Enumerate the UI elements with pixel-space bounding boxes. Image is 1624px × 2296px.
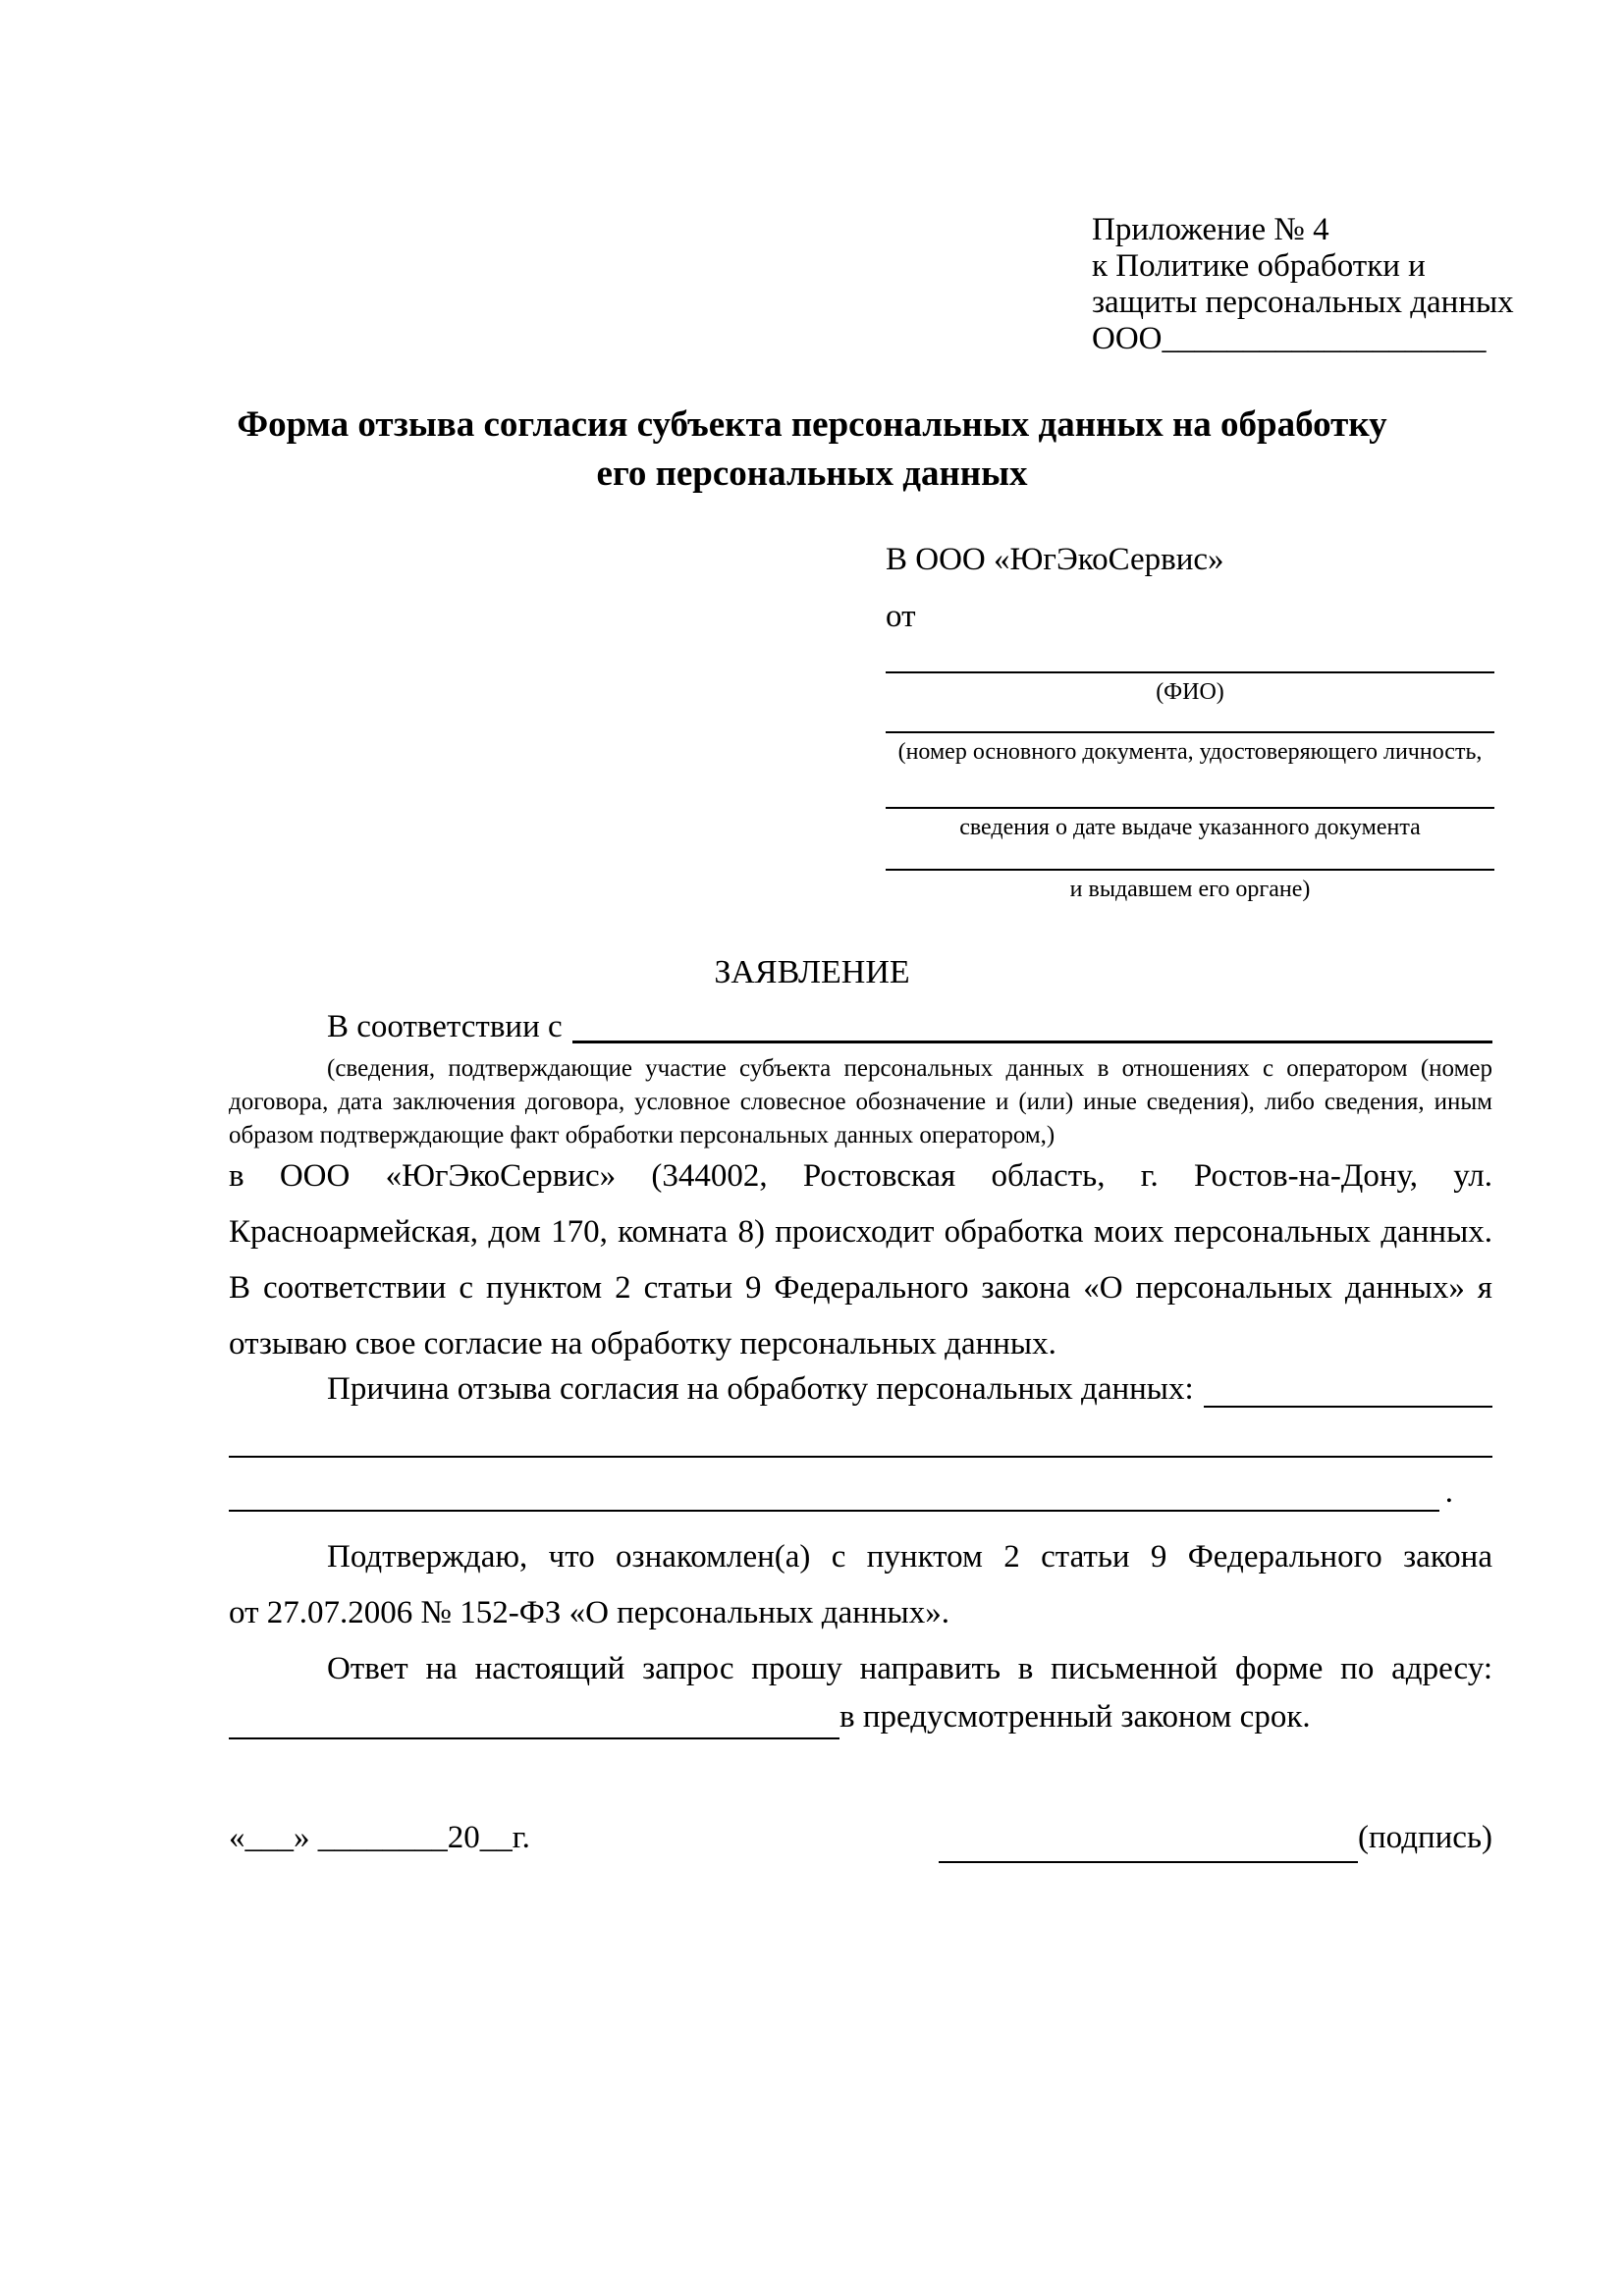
body-line: в ООО «ЮгЭкоСервис» (344002, Ростовская область, г. Ростов-на-Дону, ул. xyxy=(229,1158,1492,1194)
address-blank-line xyxy=(229,1688,839,1739)
document-title-line-2: его персональных данных xyxy=(596,454,1028,494)
signature-caption: (подпись) xyxy=(1358,1820,1492,1855)
fio-blank-line xyxy=(886,671,1494,673)
addressee-block xyxy=(886,542,1494,915)
confirmation-line-1: Подтверждаю, что ознакомлен(а) с пунктом 2 статьи 9 Федерального закона xyxy=(327,1539,1492,1575)
body-paragraph xyxy=(229,1148,1492,1372)
response-address-row xyxy=(229,1690,1492,1739)
reason-blank-line-3 xyxy=(229,1470,1439,1512)
from-label: от xyxy=(886,599,916,634)
accordance-note: (сведения, подтверждающие участие субъекта персональных данных в отношениях с оператором (номер договора, дата заключения договора, условное словесное обозначение и (или) иные сведения), либо сведения, иным образом подтверждающие факт обработки персональных данных оператором,) xyxy=(229,1055,1492,1148)
recipient-org-name: В ООО «ЮгЭкоСервис» xyxy=(886,542,1224,577)
annex-note-line: к Политике обработки и xyxy=(1092,248,1426,284)
annex-note-ooo-blank: ООО____________________ xyxy=(1092,321,1487,356)
fio-caption: (ФИО) xyxy=(1156,679,1224,705)
document-title xyxy=(154,400,1470,499)
statement-heading: ЗАЯВЛЕНИЕ xyxy=(714,954,910,990)
response-tail-text: в предусмотренный законом срок. xyxy=(839,1699,1311,1735)
reason-trailing-period: . xyxy=(1444,1474,1453,1510)
reason-blank-line-2 xyxy=(229,1418,1492,1458)
accordance-row xyxy=(229,1007,1492,1046)
response-request-line: Ответ на настоящий запрос прошу направить в письменной форме по адресу: xyxy=(327,1651,1492,1686)
annex-note-line: Приложение № 4 xyxy=(1092,212,1329,247)
accordance-lead: В соответствии с xyxy=(327,1009,563,1044)
signature-blank-line xyxy=(939,1810,1358,1863)
reason-blank-line-1 xyxy=(1204,1366,1492,1408)
confirmation-line-2: от 27.07.2006 № 152-ФЗ «О персональных данных». xyxy=(229,1595,949,1630)
document-number-blank-line xyxy=(886,731,1494,733)
issue-date-caption: сведения о дате выдаче указанного документа xyxy=(959,815,1421,840)
issuing-authority-caption: и выдавшем его органе) xyxy=(1069,877,1311,902)
body-line: отзываю свое согласие на обработку персональных данных. xyxy=(229,1326,1056,1362)
confirmation-paragraph xyxy=(229,1529,1492,1641)
date-blank: «___» ________20__г. xyxy=(229,1820,530,1855)
issue-date-blank-line xyxy=(886,807,1494,809)
date-signature-row xyxy=(229,1812,1492,1863)
signature-group xyxy=(939,1812,1492,1863)
annex-note-line: защиты персональных данных xyxy=(1092,285,1514,320)
reason-lead: Причина отзыва согласия на обработку персональных данных: xyxy=(327,1371,1194,1407)
document-title-line-1: Форма отзыва согласия субъекта персональных данных на обработку xyxy=(237,404,1387,445)
body-line: В соответствии с пунктом 2 статьи 9 Федерального закона «О персональных данных» я xyxy=(229,1270,1492,1306)
body-line: Красноармейская, дом 170, комната 8) происходит обработка моих персональных данных. xyxy=(229,1214,1492,1250)
annex-note xyxy=(1092,212,1514,357)
accordance-blank-line xyxy=(572,1007,1492,1043)
reason-blank-row-3 xyxy=(229,1472,1453,1512)
document-number-caption: (номер основного документа, удостоверяющего личность, xyxy=(897,739,1483,765)
reason-row xyxy=(229,1366,1492,1412)
issuing-authority-blank-line xyxy=(886,869,1494,871)
